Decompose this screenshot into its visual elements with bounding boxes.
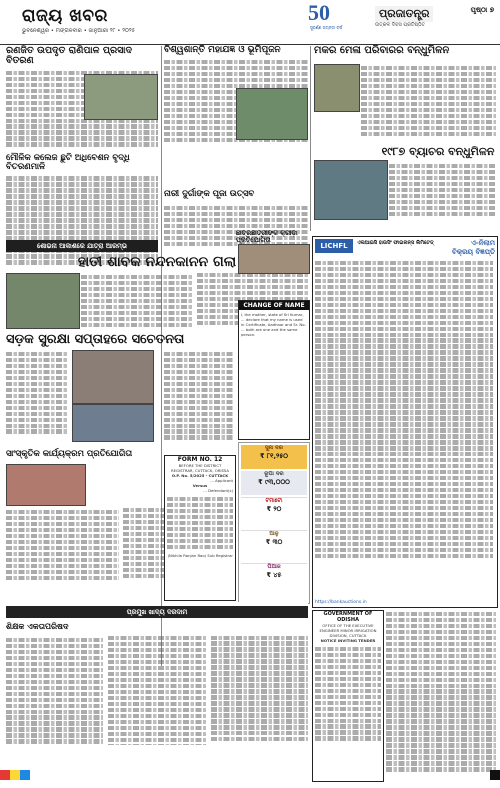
gold-price <box>241 445 307 469</box>
lichfl-company: ଏଲଆଇସି ହାଉସିଂ ଫାଇନାନ୍ସ ଲିମିଟେଡ୍ <box>357 240 434 246</box>
govt-office: OFFICE OF THE EXECUTIVE ENGINEER MINOR IRRIGATION DIVISION, CUTTACK <box>319 623 377 638</box>
sports-photo <box>238 244 310 274</box>
market-strip-text: ପ୍ରମୁଖ ଖାଦ୍ୟ ଦରଦାମ <box>126 608 188 616</box>
form-title: FORM NO. 12 <box>177 456 223 463</box>
silver-price <box>241 471 307 495</box>
elephant-photo <box>6 273 80 329</box>
potato-label: ଆଳୁ <box>269 531 279 537</box>
batch-photo <box>314 160 388 220</box>
change-of-name-ad <box>238 300 310 440</box>
registration-mark-blue <box>20 770 30 780</box>
registration-mark-red <box>0 770 10 780</box>
bottom-story-body <box>6 636 308 776</box>
page-number: ପୃଷ୍ଠା ୭ <box>470 6 494 14</box>
road-safety-headline: ସଡ଼କ ସୁରକ୍ଷା ସପ୍ତାହରେ ସଚେତନତା <box>6 332 185 347</box>
govt-notice: NOTICE INVITING TENDER <box>320 638 376 643</box>
culture-photo <box>6 464 86 506</box>
onion-price <box>241 563 307 594</box>
sports-headline: ଛାତ୍ରଛାତ୍ରୀଙ୍କ କ୍ରୀଡ଼ା ପ୍ରତିଯୋଗିତା <box>236 229 298 244</box>
college-headline: ମୌଳିକ କଲେଜ ଛୁଟି ଅଧିବେଶନ ବୃଦ୍ଧି ବିତରଣମାଳି <box>6 152 130 172</box>
jubilee-number: 50 <box>308 0 330 25</box>
makar-headline: ମକର ମେଳା ପରିବାରର ବନ୍ଧୁମିଳନ <box>314 45 450 56</box>
story-photo <box>84 74 158 120</box>
govt-title: GOVERNMENT OF ODISHA <box>323 611 373 623</box>
form-case: O.P. No. 5/2025 - CUTTACK <box>171 473 229 478</box>
batch-headline: ୧୯୮୭ ବ୍ୟାଚର ବନ୍ଧୁମିଳନ <box>381 145 495 158</box>
makar-story <box>314 46 496 60</box>
lichfl-brand: LICHFL <box>315 239 353 253</box>
paper-name: ପ୍ରଜାତନ୍ତ୍ର <box>375 6 433 22</box>
right-bottom-text <box>386 610 496 780</box>
change-of-name-title: CHANGE OF NAME <box>239 301 309 310</box>
bottom-left-headline: ସାଂସ୍କୃତିକ କାର୍ଯ୍ୟକ୍ରମ ପ୍ରତିଯୋଗିତା <box>6 449 133 459</box>
tomato-label: ଟମାଟୋ <box>265 498 283 504</box>
paper-slogan: ଉତ୍କଳ ଦିବସ ପ୍ରତିଷ୍ଠିତ <box>375 22 426 28</box>
lichfl-heading: ଏ-ନିଲାମ ବିକ୍ରୟ ବିଜ୍ଞପ୍ତି <box>452 239 495 256</box>
govt-tender-ad <box>312 610 384 782</box>
potato-value: ₹ ୩୦ <box>265 538 283 546</box>
form-versus: Versus <box>192 483 208 488</box>
change-of-name-body: I, the mother, state of Sri Kumar, ... declare that my name is used in Certificate, Aadhaar and Sr. No. ... both are one and the same person. <box>241 312 306 337</box>
form-sub: BEFORE THE DISTRICT REGISTRAR, CUTTACK, ORISSA <box>171 463 229 473</box>
gold-value: ₹ ୮୧,୨୫୦ <box>259 452 289 460</box>
lichfl-table <box>315 259 493 579</box>
onion-label: ପିଆଜ <box>267 564 281 570</box>
yagna-photo <box>236 88 308 140</box>
lichfl-url: https://bankauctions.in <box>315 600 367 605</box>
makar-body <box>361 64 496 146</box>
jubilee-text: ସୁବର୍ଣ୍ଣ ଜୟନ୍ତୀ ବର୍ଷ <box>310 25 343 30</box>
lichfl-auction-ad <box>312 236 498 608</box>
jubilee-logo <box>308 0 354 30</box>
court-form-ad <box>164 455 236 601</box>
form-defendant: ... Defendant(s) <box>203 488 233 493</box>
elephant-headline: ହାତୀ ଶାବକ ନନ୍ଦନକାନନ ଗଲା <box>77 254 237 270</box>
tomato-value: ₹ ୨୦ <box>266 505 282 513</box>
spacer <box>164 602 308 606</box>
silver-label: ରୂପା ଦର <box>264 471 284 477</box>
notice-strip-text: ଶୋଭନା ଆକାଶରେ ଯାତ୍ରା ଆରମ୍ଭ <box>36 242 128 250</box>
silver-value: ₹ ୯୩,୦୦୦ <box>258 478 290 486</box>
onion-value: ₹ ୪୫ <box>266 571 282 579</box>
column-rule <box>310 46 311 231</box>
yagna-headline: ବିଶ୍ୱଶାନ୍ତି ମହାଯଜ୍ଞ ଓ ଭୂମିପୂଜନ <box>164 45 281 55</box>
bottom-story-headline: ଶିକ୍ଷକ ଏକତାପରିଷଦ <box>6 621 69 631</box>
potato-price <box>241 530 307 561</box>
makar-photo <box>314 64 360 112</box>
form-applicant: ... Applicant <box>210 478 233 483</box>
form-sign: (Nikhila Ranjan Rao) Sub Registrar <box>167 552 233 558</box>
mid-story-body <box>164 350 234 450</box>
durga-headline: ନାରୀ ଦୁର୍ଗାଙ୍କ ପୂଜା ଉତ୍ସବ <box>164 189 255 199</box>
registration-mark-yellow <box>10 770 20 780</box>
registration-mark-black <box>490 770 500 780</box>
road-safety-body <box>6 350 68 445</box>
lead-headline: ରଣଜିତ ଉପଦୃତ ରାଣିପାଳ ପ୍ରସାଦ ବିତରଣ <box>6 45 133 66</box>
market-strip <box>6 606 308 618</box>
edition-line: ଭୁବନେଶ୍ୱର • ମଙ୍ଗଳବାର • ଜାନୁଆରୀ ୨୮ • ୨୦୨୫ <box>22 28 136 34</box>
road-safety-photo-2 <box>72 404 154 442</box>
section-title: ରାଜ୍ୟ ଖବର <box>22 6 108 26</box>
gold-label: ସୁନା ଦର <box>265 445 283 451</box>
market-widget <box>238 442 310 604</box>
tomato-price <box>241 497 307 528</box>
batch-body <box>389 162 496 224</box>
road-safety-photo <box>72 350 154 404</box>
masthead <box>0 0 500 45</box>
notice-strip <box>6 240 158 252</box>
